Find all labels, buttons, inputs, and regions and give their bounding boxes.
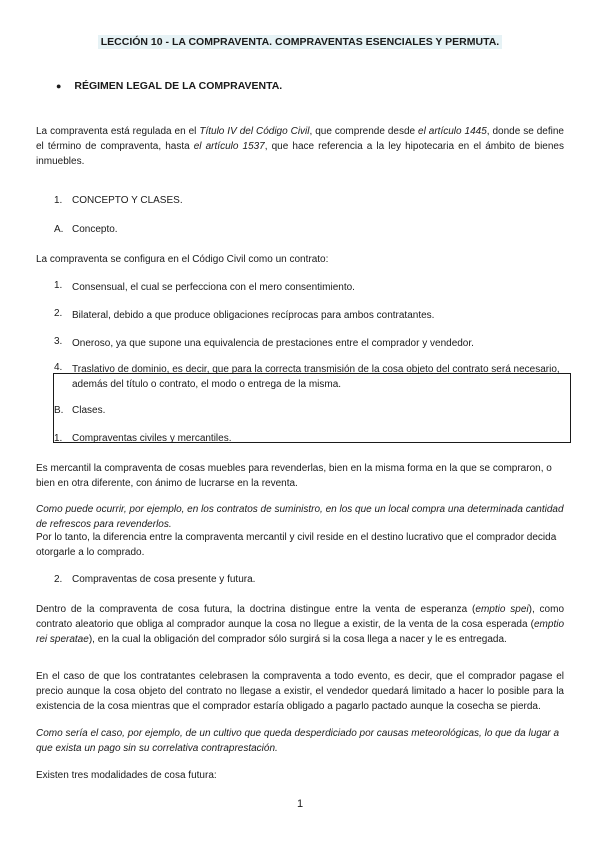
secB-label: Clases. (72, 405, 106, 416)
secA-number: A. (54, 224, 64, 235)
bullet-icon: ● (56, 81, 62, 91)
item-1-number: 1. (54, 280, 63, 291)
item-4-number: 4. (54, 362, 63, 373)
mercantil-paragraph: Es mercantil la compraventa de cosas muebles para revenderlas, bien en la misma forma en la que se compraron, o bien en otra diferente, con ánimo de lucrarse en la reventa. (36, 463, 552, 489)
item-3-text: Oneroso, ya que supone una equivalencia de prestaciones entre el comprador y vendedor. (72, 338, 474, 349)
example-1: Como puede ocurrir, por ejemplo, en los contratos de suministro, en los que un local compra una determinada cantidad de refrescos para revenderlos. (36, 504, 564, 530)
item-3-number: 3. (54, 336, 63, 347)
futura-paragraph (36, 602, 564, 647)
section-heading-label: RÉGIMEN LEGAL DE LA COMPRAVENTA. (74, 80, 283, 92)
secB-number: B. (54, 405, 64, 416)
sub1-number: 1. (54, 433, 63, 444)
page-number: 1 (296, 798, 304, 810)
concept-intro: La compraventa se configura en el Código Civil como un contrato: (36, 254, 329, 265)
secA-label: Concepto. (72, 224, 118, 235)
title-highlight: LECCIÓN 10 - LA COMPRAVENTA. COMPRAVENTAS ESENCIALES Y PERMUTA. (98, 35, 502, 49)
sec1-number: 1. (54, 195, 63, 206)
intro-text-c: , que comprende desde (309, 126, 419, 137)
intro-text-f: el artículo 1537 (193, 141, 265, 152)
evento-paragraph: En el caso de que los contratantes celebrasen la compraventa a todo evento, es decir, que el comprador pagase el precio aunque la cosa objeto del contrato no llegase a existir, el vendedor quedará limitado a hacer lo posible para la existencia de la cosa mientras que el comprador estaría obligado a pagarlo pactado aunque la cosecha se pierda. (36, 671, 564, 712)
intro-text-d: el artículo 1445 (418, 126, 487, 137)
page-title (0, 36, 600, 48)
futura-text-c: ), como contrato aleatorio que obliga al comprador aunque la cosa no llegue a existir, de la venta de la cosa esperada ( (36, 604, 565, 630)
difference-paragraph: Por lo tanto, la diferencia entre la compraventa mercantil y civil reside en el destino lucrativo que el comprador decida otorgarle a lo comprado. (36, 532, 557, 558)
section-heading (56, 80, 282, 92)
futura-text-b: emptio spei (475, 604, 529, 615)
intro-text-a: La compraventa está regulada en el (36, 126, 200, 137)
intro-text-b: Título IV del Código Civil (199, 126, 310, 137)
futura-text-e: ), en la cual la obligación del comprador sólo surgirá si la cosa llega a nacer y le es entregada. (88, 634, 507, 645)
futura-text-d: emptio rei speratae (36, 619, 564, 645)
item-2-number: 2. (54, 308, 63, 319)
sub2-number: 2. (54, 574, 63, 585)
item-1-text: Consensual, el cual se perfecciona con el mero consentimiento. (72, 282, 355, 293)
futura-text-a: Dentro de la compraventa de cosa futura, la doctrina distingue entre la venta de esperanza ( (36, 604, 476, 615)
sec1-label: CONCEPTO Y CLASES. (72, 195, 183, 206)
item-4-text: Traslativo de dominio, es decir, que para la correcta transmisión de la cosa objeto del contrato será necesario, además del título o contrato, el modo o entrega de la misma. (72, 364, 560, 390)
modalidades-paragraph: Existen tres modalidades de cosa futura: (36, 770, 217, 781)
sub2-label: Compraventas de cosa presente y futura. (72, 574, 256, 585)
example-2: Como sería el caso, por ejemplo, de un cultivo que queda desperdiciado por causas meteorológicas, lo que da lugar a que exista un pago sin su correlativa contraprestación. (36, 728, 560, 754)
intro-text-e: , donde se define el término de compraventa, hasta (36, 126, 564, 152)
sub1-label: Compraventas civiles y mercantiles. (72, 433, 232, 444)
intro-paragraph (36, 124, 564, 169)
intro-text-g: , que hace referencia a la ley hipotecaria en el ámbito de bienes inmuebles. (36, 141, 564, 167)
item-2-text: Bilateral, debido a que produce obligaciones recíprocas para ambos contratantes. (72, 310, 435, 321)
